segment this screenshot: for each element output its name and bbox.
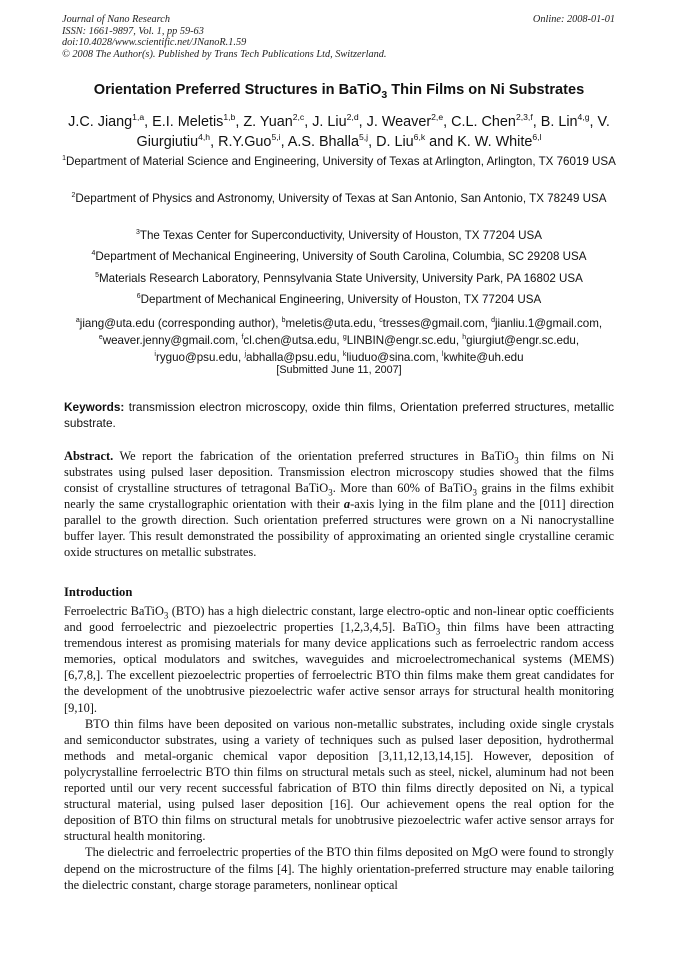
- author-name: J. Liu: [312, 114, 347, 130]
- author-name: E.I. Meletis: [152, 114, 224, 130]
- abstract-label: Abstract.: [64, 449, 114, 463]
- author-separator: ,: [358, 114, 367, 130]
- email-address: ryguo@psu.edu: [155, 351, 238, 364]
- email-address: kwhite@uh.edu: [443, 351, 524, 364]
- introduction-body: [64, 603, 614, 893]
- email-address: jianliu.1@gmail.com: [494, 317, 599, 330]
- email-list: [56, 315, 622, 366]
- copyright-line: © 2008 The Author(s). Published by Trans Tech Publications Ltd, Switzerland.: [62, 48, 387, 60]
- author-separator: ,: [280, 134, 288, 150]
- author-separator: ,: [443, 114, 452, 130]
- author-affiliation-mark: 5,j: [358, 132, 369, 143]
- email-mark: k: [342, 351, 347, 359]
- abstract: Abstract. We report the fabrication of the orientation preferred structures in BaTiO$_3$ thin films on Ni substrates using pulsed laser deposition. Transmission electron microscopy studies showed that the films consist of crystalline structures of tetragonal BaTiO$_3$. More than 60% of BaTiO$_3$ grains in the films exhibit nearly the same crystallographic orientation with their a-axis lying in the film plane and the [011] direction parallel to the growth direction. Such orientation preferred structures were grown on a Ni nanocrystalline buffer layer. This result demonstrated the possibility of approximating an oriented single crystalline ceramic oxide structures on metallic substrates.: [64, 449, 615, 559]
- email-address: jiang@uta.edu (corresponding author): [79, 317, 276, 330]
- email-address: liuduo@sina.com: [346, 351, 436, 364]
- affiliation-2: $^2$Department of Physics and Astronomy, University of Texas at San Antonio, San Antonio, TX 78249 USA: [71, 192, 607, 205]
- author-affiliation-mark: 4,g: [577, 112, 590, 123]
- email-separator: ,: [455, 334, 463, 347]
- author-separator: and: [425, 134, 458, 150]
- affiliation-4: $^4$Department of Mechanical Engineering, University of South Carolina, Columbia, SC 29208 USA: [91, 250, 587, 263]
- email-mark: d: [491, 317, 495, 325]
- email-mark: c: [379, 317, 383, 325]
- email-address: tresses@gmail.com: [382, 317, 485, 330]
- journal-header: [62, 14, 615, 60]
- affiliation-1: $^1$Department of Material Science and Engineering, University of Texas at Arlington, Arlington, TX 76019 USA: [62, 155, 616, 168]
- keywords-label: Keywords:: [64, 400, 125, 414]
- author-affiliation-mark: 1,b: [223, 112, 236, 123]
- author-name: B. Lin: [540, 114, 578, 130]
- author-affiliation-mark: 5,i: [271, 132, 281, 143]
- journal-name: Journal of Nano Research: [62, 14, 171, 25]
- author-name: D. Liu: [376, 134, 414, 150]
- author-affiliation-mark: 1,a: [132, 112, 145, 123]
- author-separator: ,: [235, 114, 244, 130]
- author-affiliation-mark: 4,h: [198, 132, 211, 143]
- email-address: meletis@uta.edu: [285, 317, 373, 330]
- doi-line: doi:10.4028/www.scientific.net/JNanoR.1.59: [62, 37, 247, 48]
- email-address: cl.chen@utsa.edu: [243, 334, 337, 347]
- email-separator: ,: [238, 351, 245, 364]
- keywords-text: transmission electron microscopy, oxide thin films, Orientation preferred structures, metallic substrate.: [64, 400, 614, 430]
- email-separator: ,: [275, 317, 282, 330]
- submitted-date: [Submitted June 11, 2007]: [276, 364, 402, 376]
- author-affiliation-mark: 2,e: [431, 112, 444, 123]
- email-mark: b: [281, 317, 286, 325]
- email-mark: a: [75, 317, 80, 325]
- paragraph: BTO thin films have been deposited on various non-metallic substrates, including oxide single crystals and semiconductor substrates, using a variety of techniques such as pulsed laser deposition, hydrothermal methods and metal-organic chemical vapor deposition [3,11,12,13,14,15]. However, deposition of polycrystalline ferroelectric BTO thin films on structural metals such as steel, nickel, aluminum had not been reported until our very recent successful fabrication of BTO thin films directly deposited on Ni, a typical structural material, using pulsed laser deposition [16]. Our achievement opens the real option for the deposition of BTO thin films on structural metals for unobtrusive piezoelectric wafer active sensor arrays for structural health monitoring.: [64, 716, 614, 844]
- email-separator: ,: [598, 317, 603, 330]
- email-address: weaver.jenny@gmail.com: [102, 334, 236, 347]
- email-separator: ,: [336, 351, 343, 364]
- paragraph: Ferroelectric BaTiO$_3$ (BTO) has a high dielectric constant, large electro-optic and non-linear optic coefficients and good ferroelectric and piezoelectric properties [1,2,3,4,5]. BaTiO$_3$ thin films have been attracting tremendous interest as promising materials for many device applications such as ferroelectric random access memories, optical modulators and switches, waveguides and microelectromechanical systems (MEMS) [6,7,8,]. The excellent piezoelectric properties of ferroelectric BTO thin films make them great candidates for the development of the unobtrusive piezoelectric wafer active sensor arrays for structural health monitoring [9,10].: [64, 604, 614, 715]
- email-mark: g: [342, 334, 347, 342]
- email-mark: e: [98, 334, 103, 342]
- author-affiliation-mark: 2,c: [292, 112, 305, 123]
- author-name: A.S. Bhalla: [287, 134, 359, 150]
- email-mark: i: [154, 351, 156, 359]
- email-mark: l: [441, 351, 444, 359]
- author-affiliation-mark: 2,d: [346, 112, 359, 123]
- issn-line: ISSN: 1661-9897, Vol. 1, pp 59-63: [62, 25, 204, 37]
- paragraph: The dielectric and ferroelectric properties of the BTO thin films deposited on MgO were found to strongly depend on the microstructure of the films [4]. The highly orientation-preferred structure may enable tailoring the dielectric constant, charge storage parameters, nonlinear optical: [64, 845, 614, 892]
- affiliation-6: $^6$Department of Mechanical Engineering, University of Houston, TX 77204 USA: [136, 293, 542, 306]
- author-separator: ,: [589, 114, 598, 130]
- author-name: J.C. Jiang: [68, 114, 133, 130]
- email-mark: f: [241, 334, 244, 342]
- author-name: C.L. Chen: [451, 114, 516, 130]
- author-affiliation-mark: 6,k: [413, 132, 426, 143]
- author-separator: ,: [210, 134, 219, 150]
- author-separator: ,: [368, 134, 377, 150]
- author-separator: ,: [144, 114, 153, 130]
- author-affiliation-mark: 6,l: [532, 132, 542, 143]
- author-list: [44, 112, 634, 152]
- email-address: giurgiut@engr.sc.edu: [466, 334, 576, 347]
- author-affiliation-mark: 2,3,f: [515, 112, 533, 123]
- author-separator: ,: [532, 114, 541, 130]
- email-separator: ,: [435, 351, 442, 364]
- email-separator: ,: [235, 334, 242, 347]
- paper-title: Orientation Preferred Structures in BaTiO$_3$ Thin Films on Ni Substrates: [93, 82, 585, 101]
- introduction-heading: Introduction: [64, 585, 133, 599]
- author-name: R.Y.Guo: [218, 134, 272, 150]
- affiliation-3: $^3$The Texas Center for Superconductivity, University of Houston, TX 77204 USA: [136, 229, 542, 242]
- email-separator: ,: [336, 334, 343, 347]
- online-date: Online: 2008-01-01: [532, 14, 615, 25]
- author-name: V. Giurgiutiu: [136, 114, 610, 150]
- email-separator: ,: [575, 334, 580, 347]
- author-name: J. Weaver: [366, 114, 432, 130]
- author-separator: ,: [304, 114, 313, 130]
- author-name: K. W. White: [457, 134, 533, 150]
- email-mark: h: [462, 334, 467, 342]
- email-mark: j: [244, 351, 246, 359]
- author-name: Z. Yuan: [243, 114, 293, 130]
- keywords: [64, 399, 614, 431]
- email-address: LINBIN@engr.sc.edu: [346, 334, 456, 347]
- email-address: abhalla@psu.edu: [246, 351, 337, 364]
- email-separator: ,: [484, 317, 492, 330]
- affiliation-5: $^5$Materials Research Laboratory, Pennsylvania State University, University Park, PA 16802 USA: [95, 272, 583, 285]
- email-separator: ,: [372, 317, 380, 330]
